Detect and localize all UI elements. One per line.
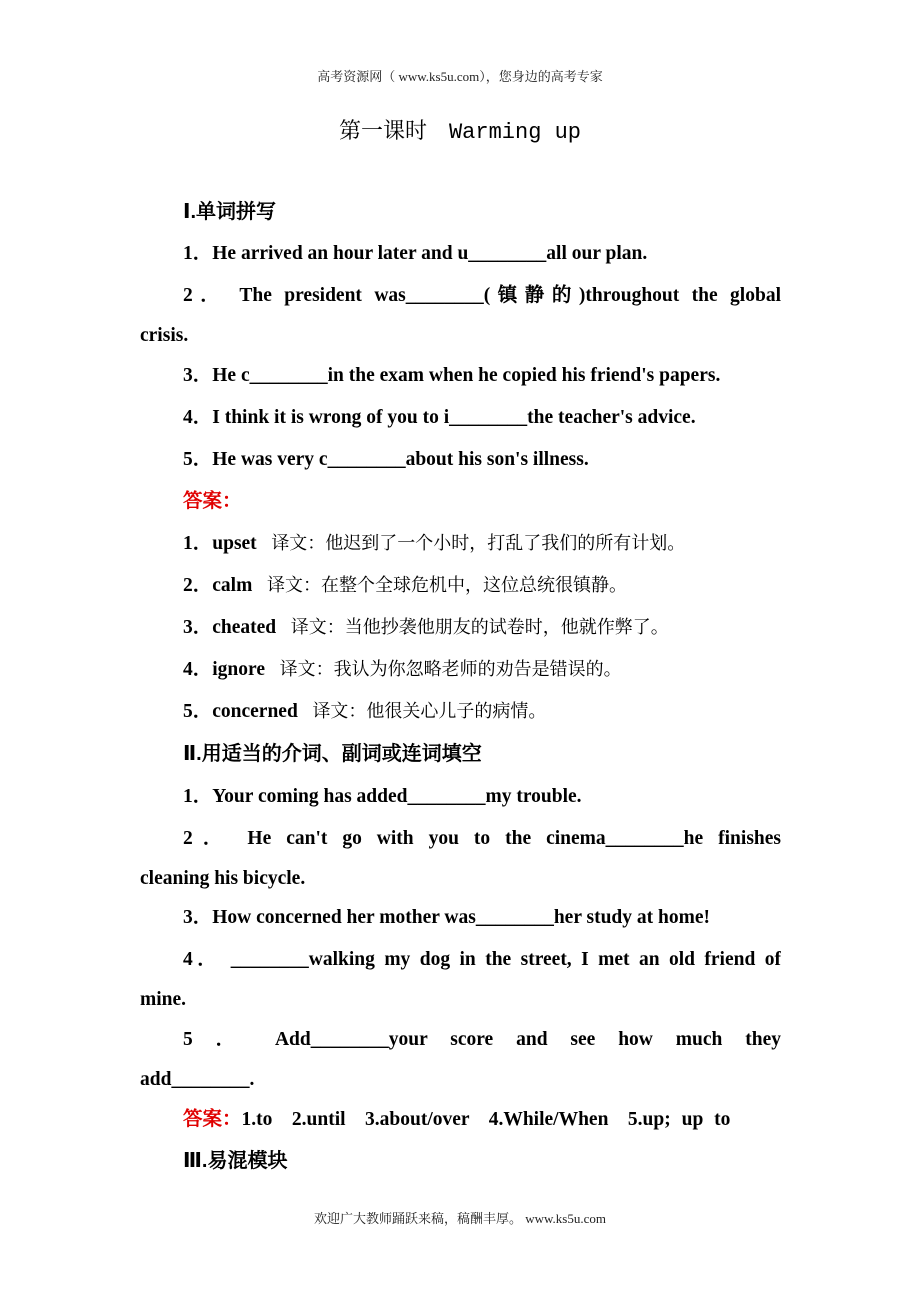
s1-question-2: 2． The president was________(镇静的)throughout the global — [183, 285, 781, 306]
s1-answer-2: 2．calm 译文：在整个全球危机中，这位总统很镇静。 — [183, 575, 627, 596]
s1-answer-1: 1．upset 译文：他迟到了一个小时，打乱了我们的所有计划。 — [183, 533, 686, 554]
s1-answer-3: 3．cheated 译文：当他抄袭他朋友的试卷时，他就作弊了。 — [183, 617, 669, 638]
title-en: Warming up — [448, 120, 582, 145]
s2-question-2-cont: cleaning his bicycle. — [140, 868, 306, 889]
s2-question-3: 3．How concerned her mother was________her study at home! — [183, 907, 711, 928]
s2-answer-label: 答案： — [183, 1108, 242, 1130]
title-zh: 第一课时 — [338, 118, 427, 143]
section2-heading: Ⅱ.用适当的介词、副词或连词填空 — [183, 743, 482, 765]
s2-question-5-cont: add________. — [140, 1069, 255, 1090]
s1-question-2-cont: crisis. — [140, 325, 189, 346]
s1-question-4: 4．I think it is wrong of you to i________the teacher's advice. — [183, 407, 696, 428]
section3-heading: Ⅲ.易混模块 — [183, 1150, 288, 1172]
s1-question-5: 5．He was very c________about his son's illness. — [183, 449, 589, 470]
s1-answer-5: 5．concerned 译文：他很关心儿子的病情。 — [183, 701, 547, 722]
s2-question-4: 4． ________walking my dog in the street, I met an old friend of — [183, 949, 781, 970]
page-header: 高考资源网（ www.ks5u.com），您身边的高考专家 — [317, 69, 603, 84]
s1-answer-4: 4．ignore 译文：我认为你忽略老师的劝告是错误的。 — [183, 659, 622, 680]
section1-heading: Ⅰ.单词拼写 — [183, 201, 276, 223]
s2-answer-text: 1.to 2.until 3.about/over 4.While/When 5.up; up to — [241, 1109, 731, 1130]
s2-question-5: 5 ． Add________your score and see how much they — [183, 1029, 781, 1050]
s2-question-1: 1．Your coming has added________my trouble. — [183, 786, 582, 807]
s1-question-1: 1．He arrived an hour later and u________all our plan. — [183, 243, 648, 264]
s2-question-2: 2． He can't go with you to the cinema________he finishes — [183, 828, 781, 849]
s1-answer-label: 答案： — [183, 490, 242, 512]
s1-question-3: 3．He c________in the exam when he copied his friend's papers. — [183, 365, 721, 386]
page-footer: 欢迎广大教师踊跃来稿，稿酬丰厚。 www.ks5u.com — [313, 1211, 606, 1226]
s2-question-4-cont: mine. — [140, 989, 187, 1010]
page-title — [0, 114, 920, 145]
s2-answers — [183, 1106, 730, 1133]
